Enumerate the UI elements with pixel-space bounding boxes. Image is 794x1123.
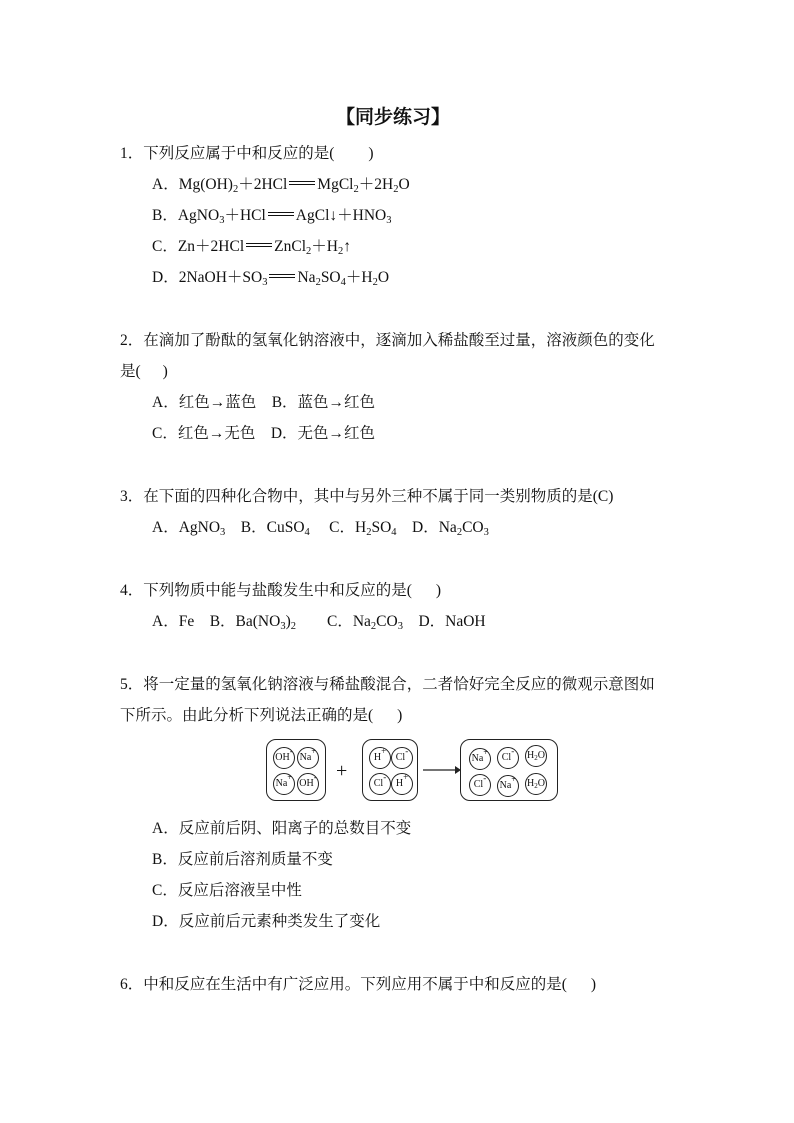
water-molecule: $H_2O$ bbox=[525, 745, 547, 767]
question-5-text: 下所示。由此分析下列说法正确的是( bbox=[120, 707, 374, 724]
option-a-formula: $Mg(OH)_2+2HCl$ $MgCl_2+2H_2O$ bbox=[178, 176, 410, 195]
question-1-close: ) bbox=[368, 145, 374, 162]
sodium-ion: Na+ bbox=[273, 773, 295, 795]
product-box bbox=[460, 739, 558, 801]
reactant-hcl-box bbox=[362, 739, 418, 801]
question-1-stem bbox=[120, 144, 374, 164]
hydrogen-ion: H+ bbox=[369, 747, 391, 769]
hydroxide-ion: OH- bbox=[297, 773, 319, 795]
question-5-option-a: A．反应前后阴、阳离子的总数目不变 bbox=[152, 820, 412, 837]
reaction-arrow-icon bbox=[422, 764, 462, 776]
option-label: D． bbox=[152, 269, 179, 286]
question-1-option-c bbox=[152, 237, 351, 257]
question-1-option-d bbox=[152, 268, 389, 288]
question-2-stem-line2 bbox=[120, 362, 168, 382]
question-6-stem bbox=[120, 975, 596, 995]
option-c-formula: Zn＋2HCl $ZnCl_2+H_2↑$ bbox=[177, 238, 351, 257]
question-4-stem bbox=[120, 581, 441, 601]
reactant-naoh-box bbox=[266, 739, 326, 801]
question-5-stem-line2 bbox=[120, 706, 402, 726]
question-5-option-b: B．反应前后溶剂质量不变 bbox=[152, 851, 333, 868]
option-b-formula: AgNO$_3$＋HCl $AgCl↓+HNO_3$ bbox=[177, 207, 392, 226]
option-label: C． bbox=[152, 238, 178, 255]
water-molecule: $H_2O$ bbox=[525, 773, 547, 795]
question-5-close: ) bbox=[397, 707, 403, 724]
question-2-options-row2: C．红色→无色 D．无色→红色 bbox=[152, 425, 376, 442]
question-5-option-d: D．反应前后元素种类发生了变化 bbox=[152, 913, 381, 930]
question-5-option-c: C．反应后溶液呈中性 bbox=[152, 882, 302, 899]
question-2-close: ) bbox=[162, 363, 168, 380]
question-2-stem-line1: 2．在滴加了酚酞的氢氧化钠溶液中，逐滴加入稀盐酸至过量，溶液颜色的变化 bbox=[120, 332, 655, 349]
question-4-options: A．Fe B．$Ba(NO_3)_2$ C．$Na_2CO_3$ D．NaOH bbox=[152, 613, 486, 632]
question-1-option-b bbox=[152, 206, 391, 226]
chloride-ion: Cl- bbox=[469, 774, 491, 796]
question-6-close: ) bbox=[590, 976, 597, 993]
question-4-text: 4．下列物质中能与盐酸发生中和反应的是( bbox=[120, 582, 412, 599]
question-2-options-row1: A．红色→蓝色 B．蓝色→红色 bbox=[152, 394, 376, 411]
hydrogen-ion: H+ bbox=[391, 773, 413, 795]
question-6-text: 6．中和反应在生活中有广泛应用。下列应用不属于中和反应的是( bbox=[120, 976, 567, 993]
question-1-text: 1．下列反应属于中和反应的是( bbox=[120, 145, 335, 162]
page-title: 【同步练习】 bbox=[336, 107, 451, 128]
question-3-options: A．AgNO$_3$ B．CuSO$_4$ C．$H_2SO_4$ D．$Na_2CO_3$ bbox=[152, 519, 489, 538]
chloride-ion: Cl- bbox=[369, 773, 391, 795]
option-label: A． bbox=[152, 176, 179, 193]
option-d-formula: $2NaOH+SO_3$ $Na_2SO_4+H_2O$ bbox=[178, 269, 390, 288]
plus-sign: + bbox=[336, 760, 348, 782]
sodium-ion: Na+ bbox=[497, 775, 519, 797]
chloride-ion: Cl- bbox=[391, 747, 413, 769]
question-4-close: ) bbox=[435, 582, 442, 599]
question-3-stem: 3．在下面的四种化合物中，其中与另外三种不属于同一类别物质的是(C) bbox=[120, 488, 614, 505]
question-2-text: 是( bbox=[120, 363, 141, 380]
question-1-option-a bbox=[152, 175, 410, 195]
chloride-ion: Cl- bbox=[497, 747, 519, 769]
option-label: B． bbox=[152, 207, 178, 224]
sodium-ion: Na+ bbox=[469, 748, 491, 770]
question-5-stem-line1: 5．将一定量的氢氧化钠溶液与稀盐酸混合，二者恰好完全反应的微观示意图如 bbox=[120, 676, 655, 693]
hydroxide-ion: OH- bbox=[273, 747, 295, 769]
sodium-ion: Na+ bbox=[297, 747, 319, 769]
reaction-diagram bbox=[264, 739, 564, 805]
